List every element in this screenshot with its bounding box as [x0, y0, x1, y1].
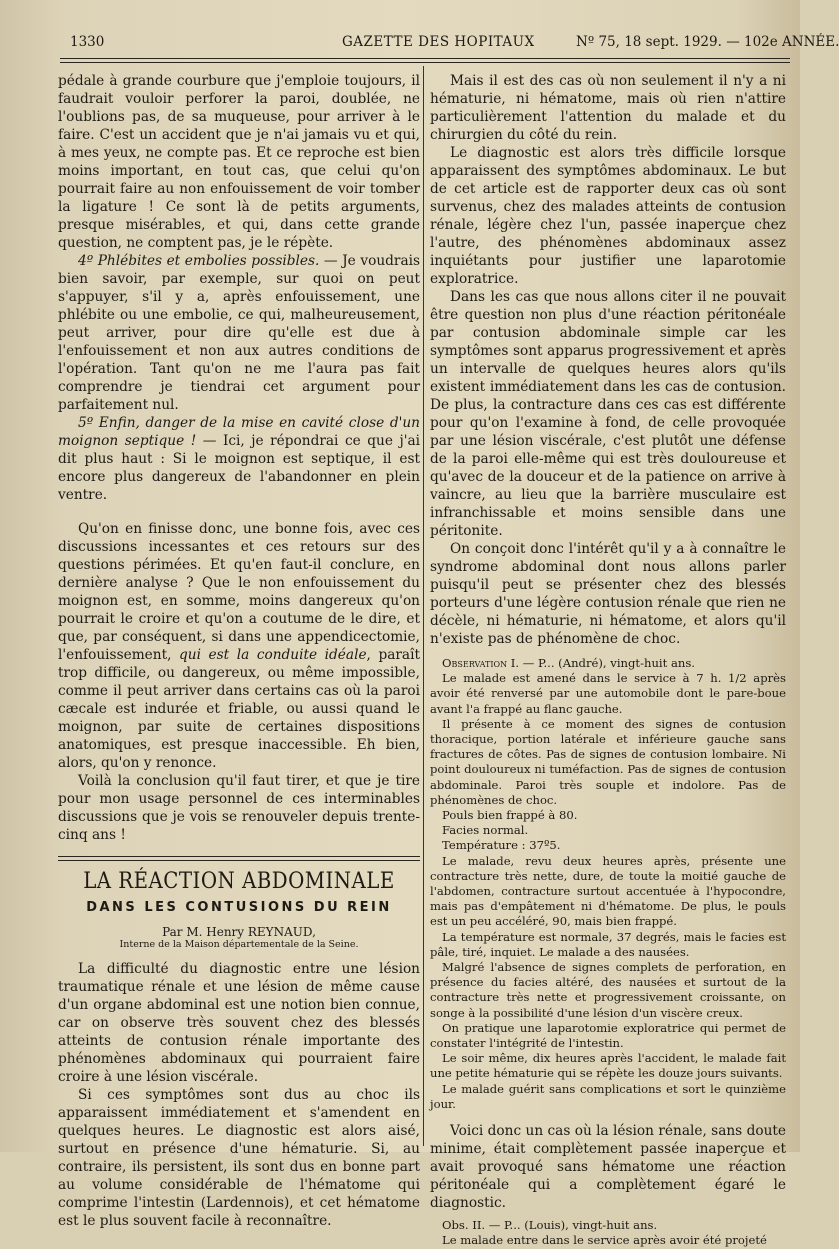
- observation-paragraph: Malgré l'absence de signes complets de perforation, en présence du facies altéré, des nausées et surtout de la contracture très nette et progressivement croissante, on songe à la possibilité d'une lésion d'un viscère creux.: [430, 960, 786, 1020]
- page-number: 1330: [70, 34, 105, 50]
- author-affiliation: Interne de la Maison départementale de la Seine.: [119, 939, 359, 950]
- column-separator: [423, 66, 424, 1146]
- observation-label: Observation I.: [442, 656, 520, 670]
- paragraph: Le diagnostic est alors très difficile lorsque apparaissent des symptômes abdominaux. Le but de cet article est de rapporter deux cas où sont survenus, chez des malades atteints de contusion rénale, légère chez l'un, passée inaperçue chez l'autre, des phénomènes abdominaux assez inquiétants pour justifier une laparotomie exploratrice.: [430, 145, 786, 287]
- page-header: [70, 30, 839, 54]
- observation-paragraph: Température : 37º5.: [442, 838, 561, 853]
- paragraph: On conçoit donc l'intérêt qu'il y a à connaître le syndrome abdominal dont nous allons parler puisqu'il peut se présenter chez des blessés porteurs d'une légère contusion rénale que rien ne décèle, ni hématurie, ni hématome, et alors qu'il n'existe pas de phénomène de choc.: [430, 541, 786, 647]
- observation-paragraph: Le malade est amené dans le service à 7 h. 1/2 après avoir été renversé par une automobile dont le pare-boue avant l'a frappé au flanc gauche.: [430, 671, 786, 716]
- paragraph: pédale à grande courbure que j'emploie toujours, il faudrait vouloir perforer la paroi, doublée, ne l'oublions pas, de sa muqueuse, pour arriver à le faire. C'est un accident que je n'ai jamais vu et qui, à mes yeux, ne compte pas. Et ce reproche est bien moins important, en tout cas, que celui qu'on pourrait faire au non enfouissement de voir tomber la ligature ! Ce sont là de petits arguments, presque misérables, et qui, dans cette grande question, ne comptent pas, je le répète.: [58, 73, 420, 251]
- observation-paragraph: Le malade guérit sans complications et sort le quinzième jour.: [430, 1081, 786, 1111]
- observation-paragraph: Pouls bien frappé à 80.: [442, 808, 578, 823]
- section-label: 5º Enfin, danger de la mise en cavité close d'un moignon septique !: [58, 415, 420, 449]
- observation-paragraph: Il présente à ce moment des signes de contusion thoracique, portion latérale et inférieure gauche sans fractures de côtes. Pas de signes de contusion lombaire. Ni point douloureux ni tuméfaction. Pas de signes de contusion abdominale. Paroi très souple et indolore. Pas de phénomènes de choc.: [430, 716, 786, 807]
- article-title: LA RÉACTION ABDOMINALE: [83, 869, 395, 894]
- paragraph: Voici donc un cas où la lésion rénale, sans doute minime, était complètement passée inaperçue et avait provoqué sans hématome une réaction péritonéale qui a complètement égaré le diagnostic.: [430, 1123, 786, 1212]
- paragraph-text: — Ici, je répondrai ce que j'ai dit plus haut : Si le moignon est septique, il est encore plus dangereux de l'abandonner en plein ventre.: [58, 433, 420, 503]
- paragraph: Voilà la conclusion qu'il faut tirer, et que je tire pour mon usage personnel de ces interminables discussions que je vois se renouveler depuis trente-cinq ans !: [58, 773, 420, 843]
- paragraph-text: — Je voudrais bien savoir, par exemple, sur quoi on peut s'appuyer, s'il y a, après enfouissement, une phlébite ou une embolie, ce qui, malheureusement, peut arriver, pour dire qu'elle est due à l'enfouissement et non aux autres conditions de l'opération. Tant qu'on ne me l'aura pas fait comprendre je tiendrai cet argument pour parfaitement nul.: [58, 253, 421, 413]
- paragraph-text: , paraît trop difficile, ou dangereux, ou même impossible, comme il peut arriver dans certains cas où la paroi cæcale est indurée et friable, ou aussi quand le moignon, par suite de certaines dispositions anatomiques, est presque inaccessible. Eh bien, alors, qu'on y renonce.: [58, 647, 420, 771]
- right-column: [430, 72, 786, 1249]
- spacer: [430, 648, 786, 656]
- paragraph-text: Qu'on en finisse donc, une bonne fois, avec ces discussions incessantes et ces retours sur des questions périmées. Et qu'en faut-il conclure, en dernière analyse ? Que le non enfouissement du moignon est, en somme, moins dangereux qu'on pourrait le croire et qu'on a coutume de le dire, et que, par conséquent, si dans une appendicectomie, l'enfouissement,: [58, 521, 420, 663]
- paragraph: La difficulté du diagnostic entre une lésion traumatique rénale et une lésion de même cause d'un organe abdominal est une notion bien connue, car on observe très souvent chez des blessés atteints de contusion rénale importante des phénomènes abdominaux qui pourraient faire croire à une lésion viscérale.: [58, 961, 420, 1085]
- left-column: [58, 72, 420, 1230]
- emphasis: qui est la conduite idéale: [179, 647, 367, 663]
- observation-paragraph: Le malade entre dans le service après avoir été projeté: [442, 1233, 767, 1248]
- observation-paragraph: La température est normale, 37 degrés, mais le facies est pâle, tiré, inquiet. Le malade a des nausées.: [430, 929, 786, 959]
- section-label: 4º Phlébites et embolies possibles.: [78, 253, 320, 269]
- observation-heading: [430, 1218, 786, 1233]
- article-divider: [58, 856, 420, 861]
- paragraph: [58, 414, 420, 504]
- byline: Par M. Henry REYNAUD,: [162, 925, 316, 939]
- paragraph: Dans les cas que nous allons citer il ne pouvait être question non plus d'une réaction péritonéale par contusion abdominale simple car les symptômes sont apparus progressivement et après un intervalle de quelques heures alors qu'ils existent immédiatement dans les cas de contusion. De plus, la contracture dans ces cas est différente pour qu'on l'examine à fond, de celle provoquée par une lésion viscérale, c'est plutôt une défense de la paroi elle-même qui est très douloureuse et qu'avec de la douceur et de la patience on arrive à vaincre, au lieu que la barrière musculaire est infranchissable et moins sensible dans une péritonite.: [430, 289, 786, 539]
- observation-label: Obs. II.: [442, 1218, 486, 1233]
- header-rule: [60, 58, 790, 59]
- paragraph: [58, 520, 420, 772]
- observation-heading: [430, 656, 786, 671]
- paragraph: [58, 252, 420, 414]
- observation-paragraph: Le soir même, dix heures après l'accident, le malade fait une petite hématurie qui se répète les douze jours suivants.: [430, 1051, 786, 1081]
- spacer: [430, 1112, 786, 1122]
- observation-paragraph: On pratique une laparotomie exploratrice qui permet de constater l'intégrité de l'intestin.: [430, 1020, 786, 1051]
- observation-text: — P... (André), vingt-huit ans.: [519, 656, 695, 670]
- article-subtitle: DANS LES CONTUSIONS DU REIN: [86, 900, 392, 915]
- observation-text: — P... (Louis), vingt-huit ans.: [485, 1218, 658, 1233]
- header-rule-2: [60, 62, 790, 63]
- observation-paragraph: Facies normal.: [442, 823, 529, 838]
- paragraph: Mais il est des cas où non seulement il n'y a ni hématurie, ni hématome, mais où rien n'attire particulièrement l'attention du malade et du chirurgien du côté du rein.: [430, 73, 786, 143]
- spacer: [58, 504, 420, 520]
- observation-paragraph: Le malade, revu deux heures après, présente une contracture très nette, dure, de toute la moitié gauche de l'abdomen, contracture surtout accentuée à l'hypocondre, mais pas d'empâtement ni d'hématome. De plus, le pouls est un peu accéléré, 90, mais bien frappé.: [430, 853, 786, 929]
- issue-info: Nº 75, 18 sept. 1929. — 102e ANNÉE.: [576, 34, 839, 50]
- paragraph: Si ces symptômes sont dus au choc ils apparaissent immédiatement et s'amendent en quelques heures. Le diagnostic est alors aisé, surtout en présence d'une hématurie. Si, au contraire, ils persistent, ils sont dus en bonne part au volume considérable de l'hématome qui comprime l'intestin (Lardennois), et cet hématome est le plus souvent facile à reconnaître.: [58, 1087, 420, 1229]
- journal-title: GAZETTE DES HOPITAUX: [342, 34, 535, 50]
